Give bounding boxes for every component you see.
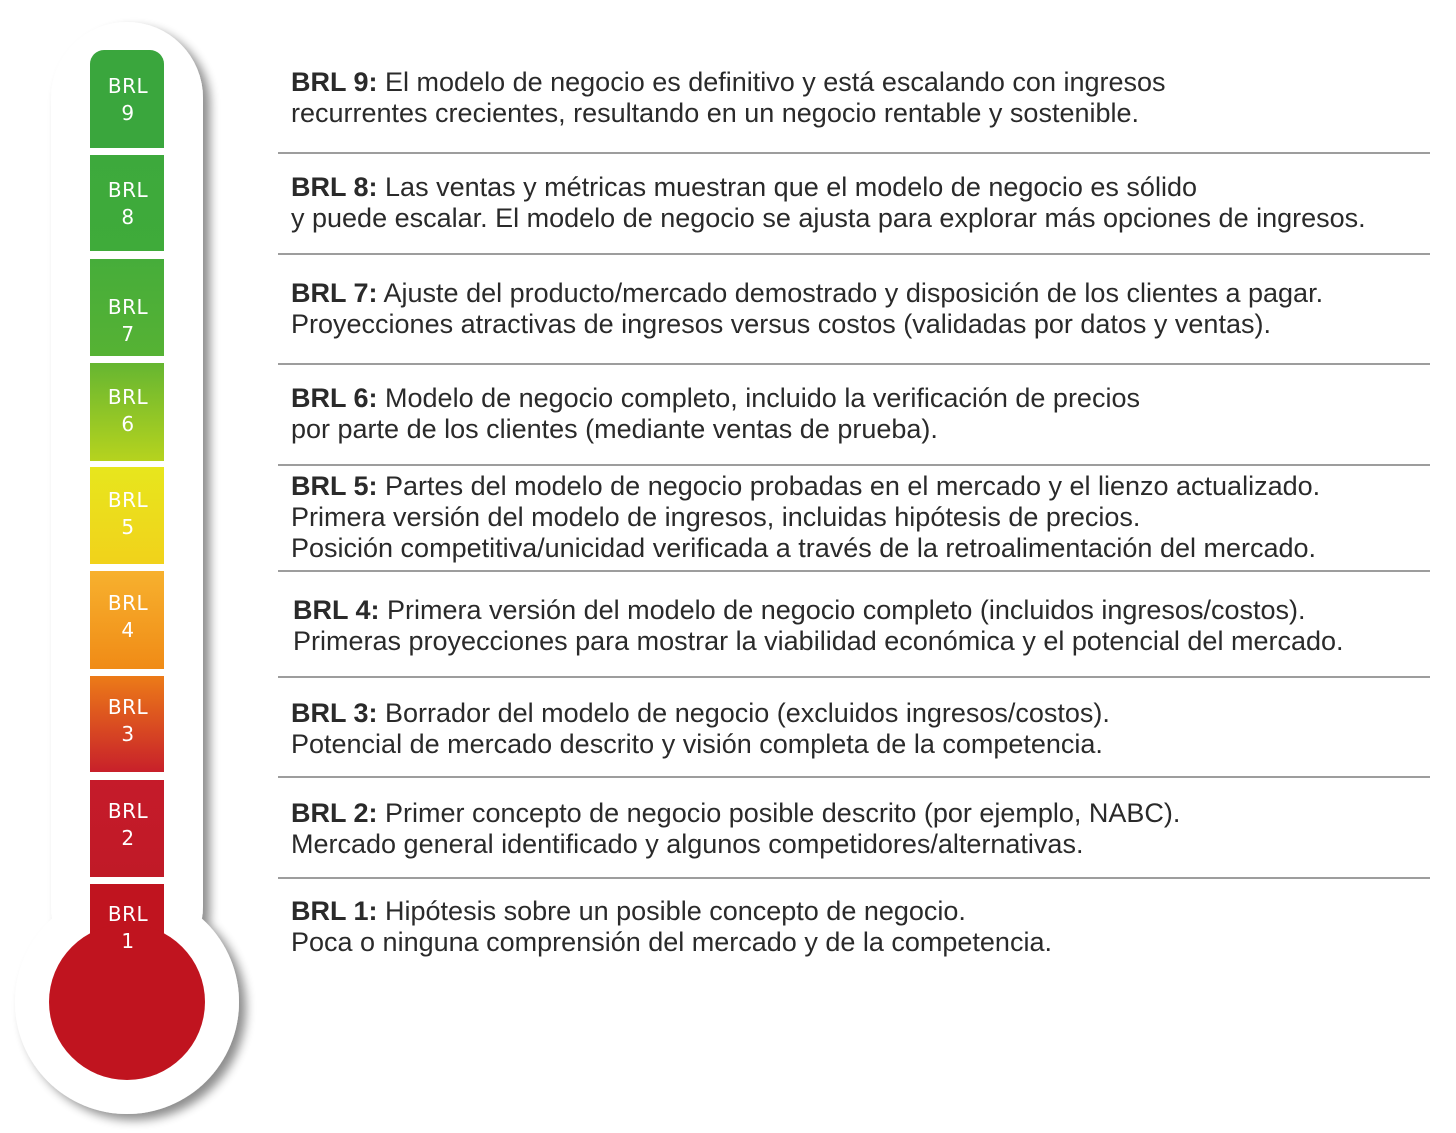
level-text: Las ventas y métricas muestran que el modelo de negocio es sólido (385, 172, 1197, 202)
segment-label-text: BRL (107, 591, 149, 615)
segment-label-number: 4 (121, 618, 135, 642)
level-brl-1 (291, 896, 1052, 958)
segment-label-number: 9 (121, 101, 135, 125)
level-text: Primer concepto de negocio posible descrito (por ejemplo, NABC). (385, 798, 1181, 828)
level-text: Primera versión del modelo de negocio completo (incluidos ingresos/costos). (387, 595, 1306, 625)
divider (278, 776, 1430, 778)
segment-label-number: 3 (121, 722, 135, 746)
segment-label-number: 6 (121, 412, 135, 436)
divider (278, 152, 1430, 154)
level-brl-2 (291, 798, 1180, 860)
level-text: Hipótesis sobre un posible concepto de negocio. (385, 896, 966, 926)
level-heading: BRL 7: (291, 278, 378, 308)
level-brl-7 (291, 278, 1323, 340)
level-heading: BRL 1: (291, 896, 378, 926)
segment-label-number: 5 (121, 515, 135, 539)
segment-label-text: BRL (107, 488, 149, 512)
level-brl-3 (291, 698, 1110, 760)
level-text: Potencial de mercado descrito y visión completa de la competencia. (291, 729, 1103, 759)
level-text: y puede escalar. El modelo de negocio se ajusta para explorar más opciones de ingresos. (291, 203, 1366, 233)
segment-label-brl-4 (91, 590, 165, 644)
divider (278, 363, 1430, 365)
level-text: recurrentes crecientes, resultando en un negocio rentable y sostenible. (291, 98, 1140, 128)
thermometer (0, 0, 270, 1133)
segment-label-brl-8 (91, 177, 165, 231)
level-text: Primera versión del modelo de ingresos, incluidas hipótesis de precios. (291, 502, 1141, 532)
segment-label-brl-6 (91, 384, 165, 438)
segment-label-brl-3 (91, 694, 165, 748)
segment-label-brl-7 (91, 294, 165, 348)
level-text: Partes del modelo de negocio probadas en el mercado y el lienzo actualizado. (385, 471, 1321, 501)
level-brl-6 (291, 383, 1140, 445)
level-text: Mercado general identificado y algunos competidores/alternativas. (291, 829, 1084, 859)
level-brl-9 (291, 67, 1166, 129)
level-heading: BRL 5: (291, 471, 378, 501)
level-heading: BRL 8: (291, 172, 378, 202)
segment-label-text: BRL (107, 74, 149, 98)
divider (278, 570, 1430, 572)
divider (278, 676, 1430, 678)
level-brl-4 (293, 595, 1344, 657)
level-heading: BRL 2: (291, 798, 378, 828)
segment-label-text: BRL (107, 902, 149, 926)
segment-label-text: BRL (107, 385, 149, 409)
level-brl-8 (291, 172, 1366, 234)
level-text: Primeras proyecciones para mostrar la viabilidad económica y el potencial del mercado. (293, 626, 1344, 656)
segment-label-number: 8 (121, 205, 135, 229)
level-text: Borrador del modelo de negocio (excluidos ingresos/costos). (385, 698, 1110, 728)
segment-label-text: BRL (107, 799, 149, 823)
level-text: El modelo de negocio es definitivo y está escalando con ingresos (385, 67, 1166, 97)
level-text: Posición competitiva/unicidad verificada a través de la retroalimentación del mercado. (291, 533, 1317, 563)
level-heading: BRL 4: (293, 595, 380, 625)
level-heading: BRL 9: (291, 67, 378, 97)
divider (278, 253, 1430, 255)
segment-label-number: 7 (121, 322, 135, 346)
segment-label-text: BRL (107, 295, 149, 319)
level-heading: BRL 6: (291, 383, 378, 413)
segment-label-brl-1 (91, 901, 165, 955)
segment-label-brl-5 (91, 487, 165, 541)
level-text: Proyecciones atractivas de ingresos versus costos (validadas por datos y ventas). (291, 309, 1271, 339)
divider (278, 464, 1430, 466)
segment-label-brl-9 (91, 73, 165, 127)
segment-label-number: 1 (121, 929, 135, 953)
level-brl-5 (291, 471, 1320, 564)
level-text: Ajuste del producto/mercado demostrado y disposición de los clientes a pagar. (383, 278, 1324, 308)
segment-label-brl-2 (91, 798, 165, 852)
level-heading: BRL 3: (291, 698, 378, 728)
level-text: por parte de los clientes (mediante ventas de prueba). (291, 414, 938, 444)
level-text: Poca o ninguna comprensión del mercado y de la competencia. (291, 927, 1052, 957)
segment-label-number: 2 (121, 826, 135, 850)
segment-label-text: BRL (107, 178, 149, 202)
divider (278, 877, 1430, 879)
segment-label-text: BRL (107, 695, 149, 719)
level-text: Modelo de negocio completo, incluido la verificación de precios (385, 383, 1140, 413)
